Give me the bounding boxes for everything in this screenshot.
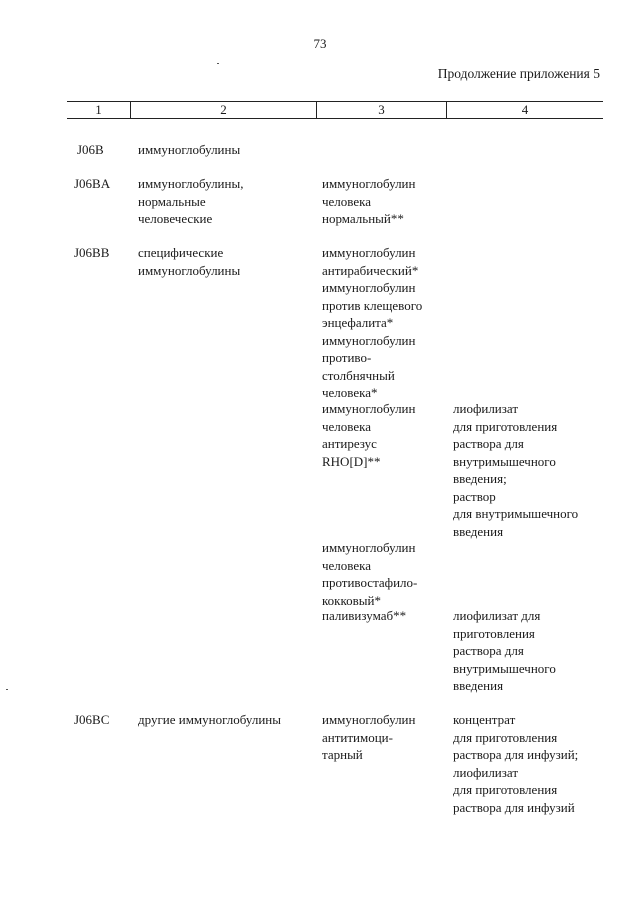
dosage-form: лиофилизат для приготовления раствора для внутримышечного введения; раствор для внутримышечного введения [453,401,579,539]
group-name: другие иммуноглобулины [138,712,281,727]
column-header-2: 2 [220,102,227,117]
atc-code: J06BB [74,245,110,260]
dosage-form: концентрат для приготовления раствора для инфузий; лиофилизат для приготовления раствора для инфузий [453,712,579,815]
scan-speck [217,63,219,64]
drug-name: иммуноглобулин антитимоци- тарный [322,712,416,762]
column-header-3: 3 [378,102,385,117]
group-name: иммуноглобулины, нормальные человеческие [138,176,244,226]
dosage-form: лиофилизат для приготовления раствора для внутримышечного введения [453,608,556,693]
header-bottom-rule [67,118,603,119]
drug-name: иммуноглобулин человека нормальный** [322,176,416,226]
group-name: специфические иммуноглобулины [138,245,241,278]
continuation-caption: Продолжение приложения 5 [437,66,600,81]
atc-code: J06BC [74,712,110,727]
group-name: иммуноглобулины [138,142,241,157]
atc-code: J06B [77,142,104,157]
drug-name: иммуноглобулин человека антирезус RHO[D]** [322,401,416,469]
drug-name: иммуноглобулин человека противостафило- кокковый* [322,540,418,608]
atc-code: J06BA [74,176,111,191]
drug-name: паливизумаб** [322,608,407,623]
drug-name: иммуноглобулин антирабический* иммуноглобулин против клещевого энцефалита* иммуноглобулин противо- столбнячный человека* [322,245,423,400]
column-header-4: 4 [521,102,529,117]
scan-speck [6,689,8,690]
column-header-1: 1 [95,102,102,117]
page-number: 73 [313,36,327,51]
